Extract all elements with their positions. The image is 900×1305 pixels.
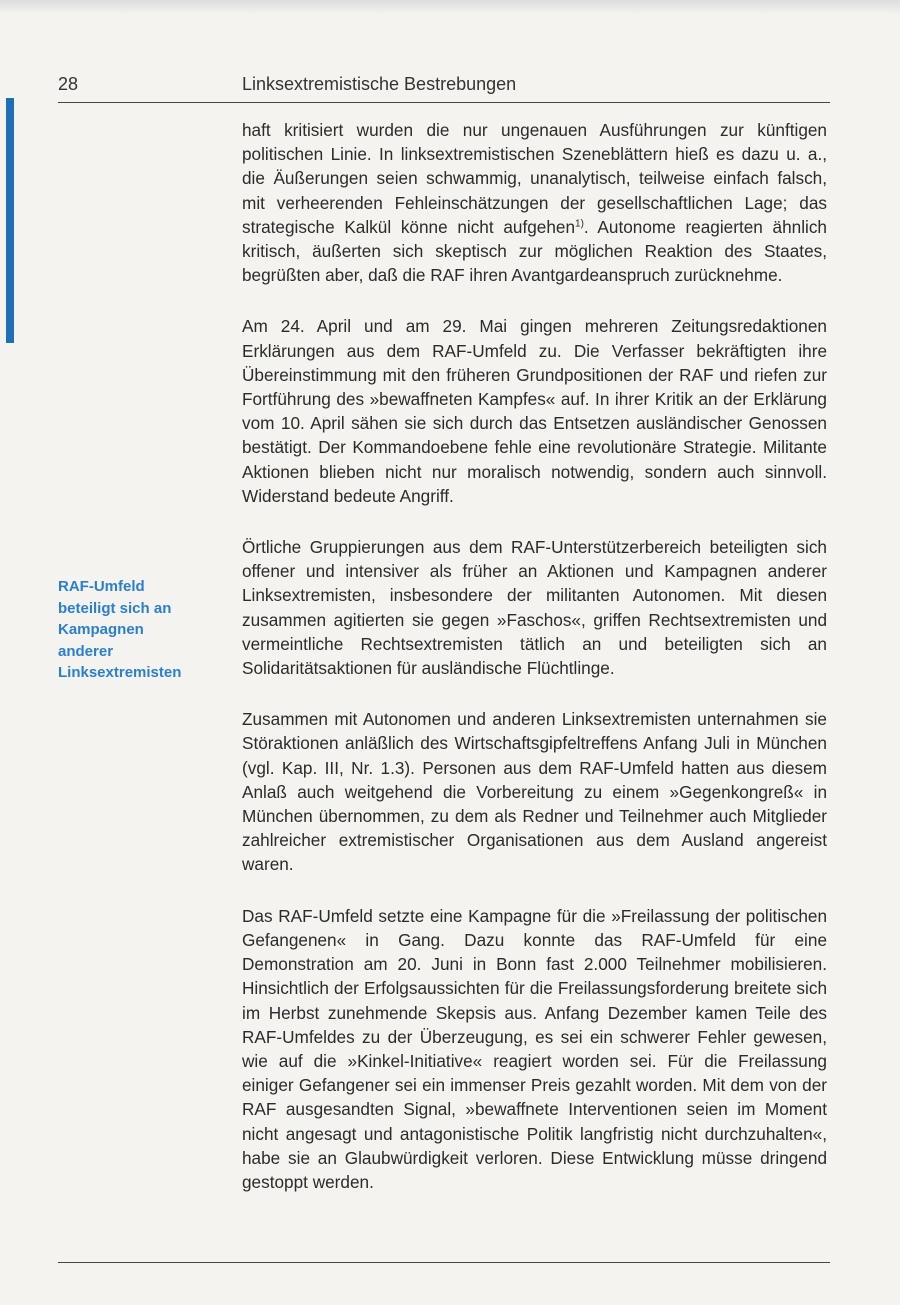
margin-note-line: Kampagnen	[58, 621, 144, 638]
paragraph: Das RAF-Umfeld setzte eine Kampagne für die »Freilassung der politischen Gefangenen« in Gang. Dazu konnte das RAF-Umfeld für eine Demonstration am 20. Juni in Bonn fast 2.000 Teilnehmer mobilisieren. Hinsichtlich der Erfolgsaussichten für die Freilassungsforderung breitete sich im Herbst zunehmende Skepsis aus. Anfang Dezember kamen Teile des RAF-Umfeldes zu der Überzeugung, es sei ein schwerer Fehler gewesen, wie auf die »Kinkel-Initiative« reagiert worden sei. Für die Freilassung einiger Gefangener sei ein immenser Preis gezahlt worden. Mit dem von der RAF ausgesandten Signal, »bewaffnete Interventionen seien im Moment nicht angesagt und antagonistische Politik langfristig nicht durchzuhalten«, habe sie an Glaubwürdigkeit verloren. Diese Entwicklung müsse dringend gestoppt werden.	[242, 905, 827, 1192]
chapter-marker-bar	[6, 98, 14, 343]
paragraph-text: haft kritisiert wurden die nur ungenauen Ausführungen zur künftigen politischen Linie. In linksextremistischen Szeneblättern hieß es dazu u. a., die Äußerungen seien schwammig, unanalytisch, teilweise einfach falsch, mit verheerenden Fehleinschätzungen der gesellschaftlichen Lage; das strategische Kalkül könne nicht aufgehen	[242, 120, 827, 237]
page-number: 28	[58, 74, 79, 94]
footer-rule	[58, 1262, 830, 1263]
margin-note-line: beteiligt sich an	[58, 599, 172, 617]
body-text	[242, 118, 827, 1221]
scan-edge	[0, 0, 900, 14]
paragraph: Zusammen mit Autonomen und anderen Linksextremisten unternahmen sie Störaktionen anläßlich des Wirtschaftsgipfeltreffens Anfang Juli in München (vgl. Kap. III, Nr. 1.3). Personen aus dem RAF-Umfeld hatten aus diesem Anlaß auch weitgehend die Vorbereitung zu einem »Gegenkongreß« in München übernommen, zu dem als Redner und Teilnehmer auch Mitglieder zahlreicher extremistischer Organisationen aus dem Ausland angereist waren.	[242, 709, 827, 875]
margin-note	[58, 576, 218, 684]
paragraph	[242, 118, 827, 287]
footnote-marker: 1)	[575, 218, 584, 230]
margin-note-line: anderer	[58, 642, 114, 660]
page-header	[58, 70, 830, 103]
paragraph: Am 24. April und am 29. Mai gingen mehreren Zeitungsredaktionen Erklärungen aus dem RAF-Umfeld zu. Die Verfasser bekräftigten ihre Übereinstimmung mit den früheren Grundpositionen der RAF und riefen zur Fortführung des »bewaffneten Kampfes« auf. In ihrer Kritik an der Erklärung vom 10. April sähen sie sich durch das Entsetzen ausländischer Genossen bestätigt. Der Kommandoebene fehle eine revolutionäre Strategie. Militante Aktionen blieben nicht nur moralisch notwendig, sondern auch sinnvoll. Widerstand bedeute Angriff.	[242, 316, 827, 506]
margin-note-line: Linksextremisten	[58, 664, 182, 681]
margin-note-line: RAF-Umfeld	[58, 578, 145, 595]
running-title: Linksextremistische Bestrebungen	[242, 74, 517, 94]
paragraph-text-continued: . Autonome reagierten ähnlich kritisch, äußerten sich skeptisch zur möglichen Reaktion des Staates, begrüßten aber, daß die RAF ihren Avantgardeanspruch zurücknehme.	[242, 216, 827, 286]
paragraph: Örtliche Gruppierungen aus dem RAF-Unterstützerbereich beteiligten sich offener und intensiver als früher an Aktionen und Kampagnen anderer Linksextremisten, insbesondere der militanten Autonomen. Mit diesen zusammen agitierten sie gegen »Faschos«, griffen Rechtsextremisten und vermeintliche Rechtsextremisten tätlich an und beteiligten sich an Solidaritätsaktionen für ausländische Flüchtlinge.	[242, 537, 827, 679]
